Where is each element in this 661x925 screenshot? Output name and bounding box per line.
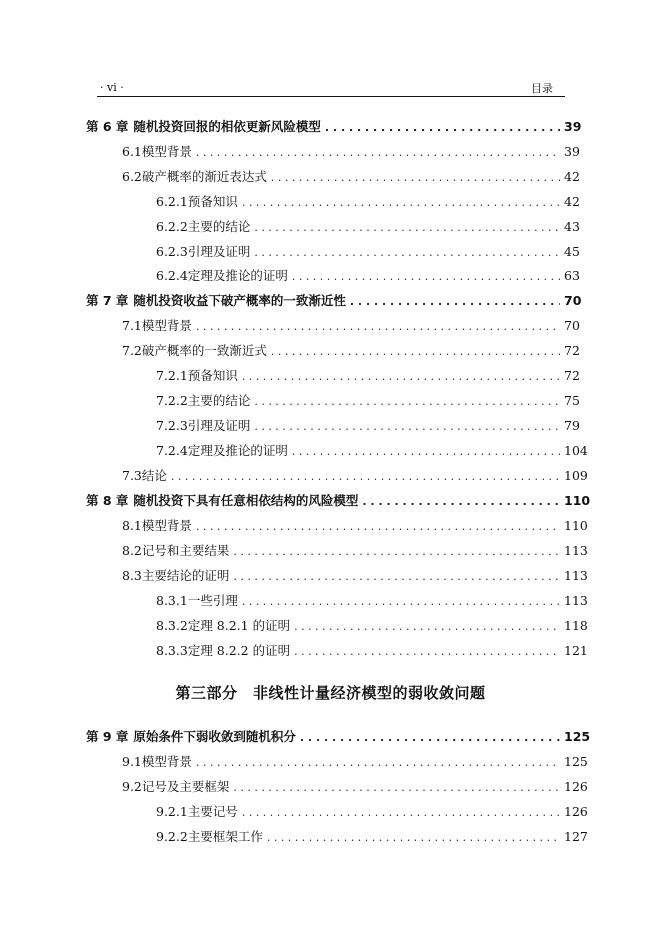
page-ref: 113 [564,568,588,583]
section-title: 结论 [141,468,167,483]
section-number: 9.2 [122,779,142,794]
dot-leader [300,727,560,748]
dot-leader [362,491,560,512]
dot-leader [325,117,560,138]
page-ref: 110 [564,518,588,533]
section-number: 8.1 [122,518,142,533]
toc-subsection-entry[interactable] [86,441,588,461]
section-number: 7.2 [122,343,142,358]
toc-section-entry[interactable] [86,541,588,561]
page-ref: 70 [564,293,582,308]
toc-subsection-entry[interactable] [86,616,588,636]
page-ref: 75 [564,393,580,408]
dot-leader [196,752,560,773]
section-title: 破产概率的渐近表达式 [141,169,267,184]
section-number: 9.1 [122,754,142,769]
section-number: 6.1 [122,144,142,159]
dot-leader [267,827,560,848]
toc-section-entry[interactable] [86,167,578,187]
dot-leader [242,802,560,823]
section-title: 主要结论的证明 [141,568,230,583]
page-ref: 125 [564,754,588,769]
dot-leader [294,616,560,637]
chapter-number: 第 7 章 [86,293,129,308]
subsection-number: 6.2.1 [156,194,188,209]
page-ref: 79 [564,418,580,433]
toc-subsection-entry[interactable] [86,641,588,661]
toc-subsection-entry[interactable] [86,192,578,212]
dot-leader [271,167,560,188]
section-title: 记号和主要结果 [141,543,230,558]
dot-leader [254,242,560,263]
dot-leader [233,566,560,587]
toc-chapter-entry[interactable] [86,491,591,511]
dot-leader [350,291,560,312]
page-ref: 45 [564,244,580,259]
subsection-number: 8.3.1 [156,593,188,608]
dot-leader [233,541,560,562]
page-ref: 126 [564,804,588,819]
toc-section-entry[interactable] [86,566,588,586]
chapter-number: 第 8 章 [86,493,129,508]
section-title: 记号及主要框架 [141,779,230,794]
page-ref: 125 [564,729,591,744]
chapter-number: 第 6 章 [86,119,129,134]
chapter-title: 原始条件下弱收敛到随机积分 [133,729,296,744]
subsection-number: 8.3.2 [156,618,188,633]
page-ref: 118 [564,618,588,633]
subsection-title: 定理 8.2.1 的证明 [187,618,291,633]
dot-leader [254,217,560,238]
page-ref: 104 [564,443,588,458]
page-ref: 39 [564,144,580,159]
page-ref: 72 [564,343,580,358]
dot-leader [196,142,560,163]
section-number: 7.3 [122,468,142,483]
toc-chapter-entry[interactable] [86,727,591,747]
subsection-title: 预备知识 [187,194,238,209]
toc-subsection-entry[interactable] [86,366,578,386]
subsection-title: 预备知识 [187,368,238,383]
page-ref: 110 [564,493,591,508]
subsection-number: 7.2.3 [156,418,188,433]
page-ref: 63 [564,268,580,283]
dot-leader [254,416,560,437]
toc-section-entry[interactable] [86,316,578,336]
page-ref: 70 [564,318,580,333]
toc-section-entry[interactable] [86,516,588,536]
subsection-title: 主要的结论 [187,393,251,408]
toc-subsection-entry[interactable] [86,242,578,262]
dot-leader [233,777,560,798]
chapter-title: 随机投资收益下破产概率的一致渐近性 [133,293,346,308]
dot-leader [171,466,560,487]
subsection-number: 8.3.3 [156,643,188,658]
page-ref: 109 [564,468,588,483]
dot-leader [292,266,560,287]
chapter-title: 随机投资回报的相依更新风险模型 [133,119,321,134]
toc-section-entry[interactable] [86,142,578,162]
subsection-title: 主要的结论 [187,219,251,234]
toc-subsection-entry[interactable] [86,591,588,611]
toc-section-entry[interactable] [86,752,588,772]
toc-subsection-entry[interactable] [86,802,588,822]
subsection-title: 定理及推论的证明 [187,443,288,458]
subsection-number: 7.2.1 [156,368,188,383]
running-head [97,80,565,97]
section-title: 模型背景 [141,144,192,159]
page-ref: 121 [564,643,588,658]
section-title: 模型背景 [141,318,192,333]
page-number: · vi · [100,81,124,94]
dot-leader [292,441,560,462]
subsection-number: 6.2.4 [156,268,188,283]
page-ref: 127 [564,829,588,844]
toc-chapter-entry[interactable] [86,291,582,311]
subsection-number: 9.2.1 [156,804,188,819]
toc-section-entry[interactable] [86,466,588,486]
subsection-number: 7.2.4 [156,443,188,458]
chapter-title: 随机投资下具有任意相依结构的风险模型 [133,493,359,508]
subsection-title: 一些引理 [187,593,238,608]
section-title: 模型背景 [141,518,192,533]
toc-section-entry[interactable] [86,777,588,797]
chapter-number: 第 9 章 [86,729,129,744]
toc-subsection-entry[interactable] [86,827,588,847]
toc-subsection-entry[interactable] [86,391,578,411]
dot-leader [294,641,560,662]
page-ref: 72 [564,368,580,383]
toc-subsection-entry[interactable] [86,217,578,237]
toc-subsection-entry[interactable] [86,266,578,286]
dot-leader [242,366,560,387]
section-title: 模型背景 [141,754,192,769]
subsection-title: 引理及证明 [187,244,251,259]
page-ref: 39 [564,119,582,134]
toc-chapter-entry[interactable] [86,117,582,137]
subsection-title: 引理及证明 [187,418,251,433]
dot-leader [196,516,560,537]
section-number: 7.1 [122,318,142,333]
subsection-number: 6.2.3 [156,244,188,259]
section-number: 6.2 [122,169,142,184]
section-title: 破产概率的一致渐近式 [141,343,267,358]
toc-subsection-entry[interactable] [86,416,578,436]
dot-leader [254,391,560,412]
page-ref: 126 [564,779,588,794]
page-ref: 43 [564,219,580,234]
subsection-number: 9.2.2 [156,829,188,844]
part-title: 第三部分 非线性计量经济模型的弱收敛问题 [175,684,486,702]
dot-leader [196,316,560,337]
section-number: 8.3 [122,568,142,583]
toc-section-entry[interactable] [86,341,578,361]
subsection-title: 主要框架工作 [187,829,263,844]
running-head-title: 目录 [531,82,553,95]
subsection-title: 定理及推论的证明 [187,268,288,283]
subsection-number: 7.2.2 [156,393,188,408]
page-ref: 42 [564,169,580,184]
dot-leader [271,341,560,362]
dot-leader [242,591,560,612]
page-ref: 113 [564,543,588,558]
subsection-title: 主要记号 [187,804,238,819]
page-ref: 113 [564,593,588,608]
subsection-number: 6.2.2 [156,219,188,234]
subsection-title: 定理 8.2.2 的证明 [187,643,291,658]
dot-leader [242,192,560,213]
page-ref: 42 [564,194,580,209]
section-number: 8.2 [122,543,142,558]
